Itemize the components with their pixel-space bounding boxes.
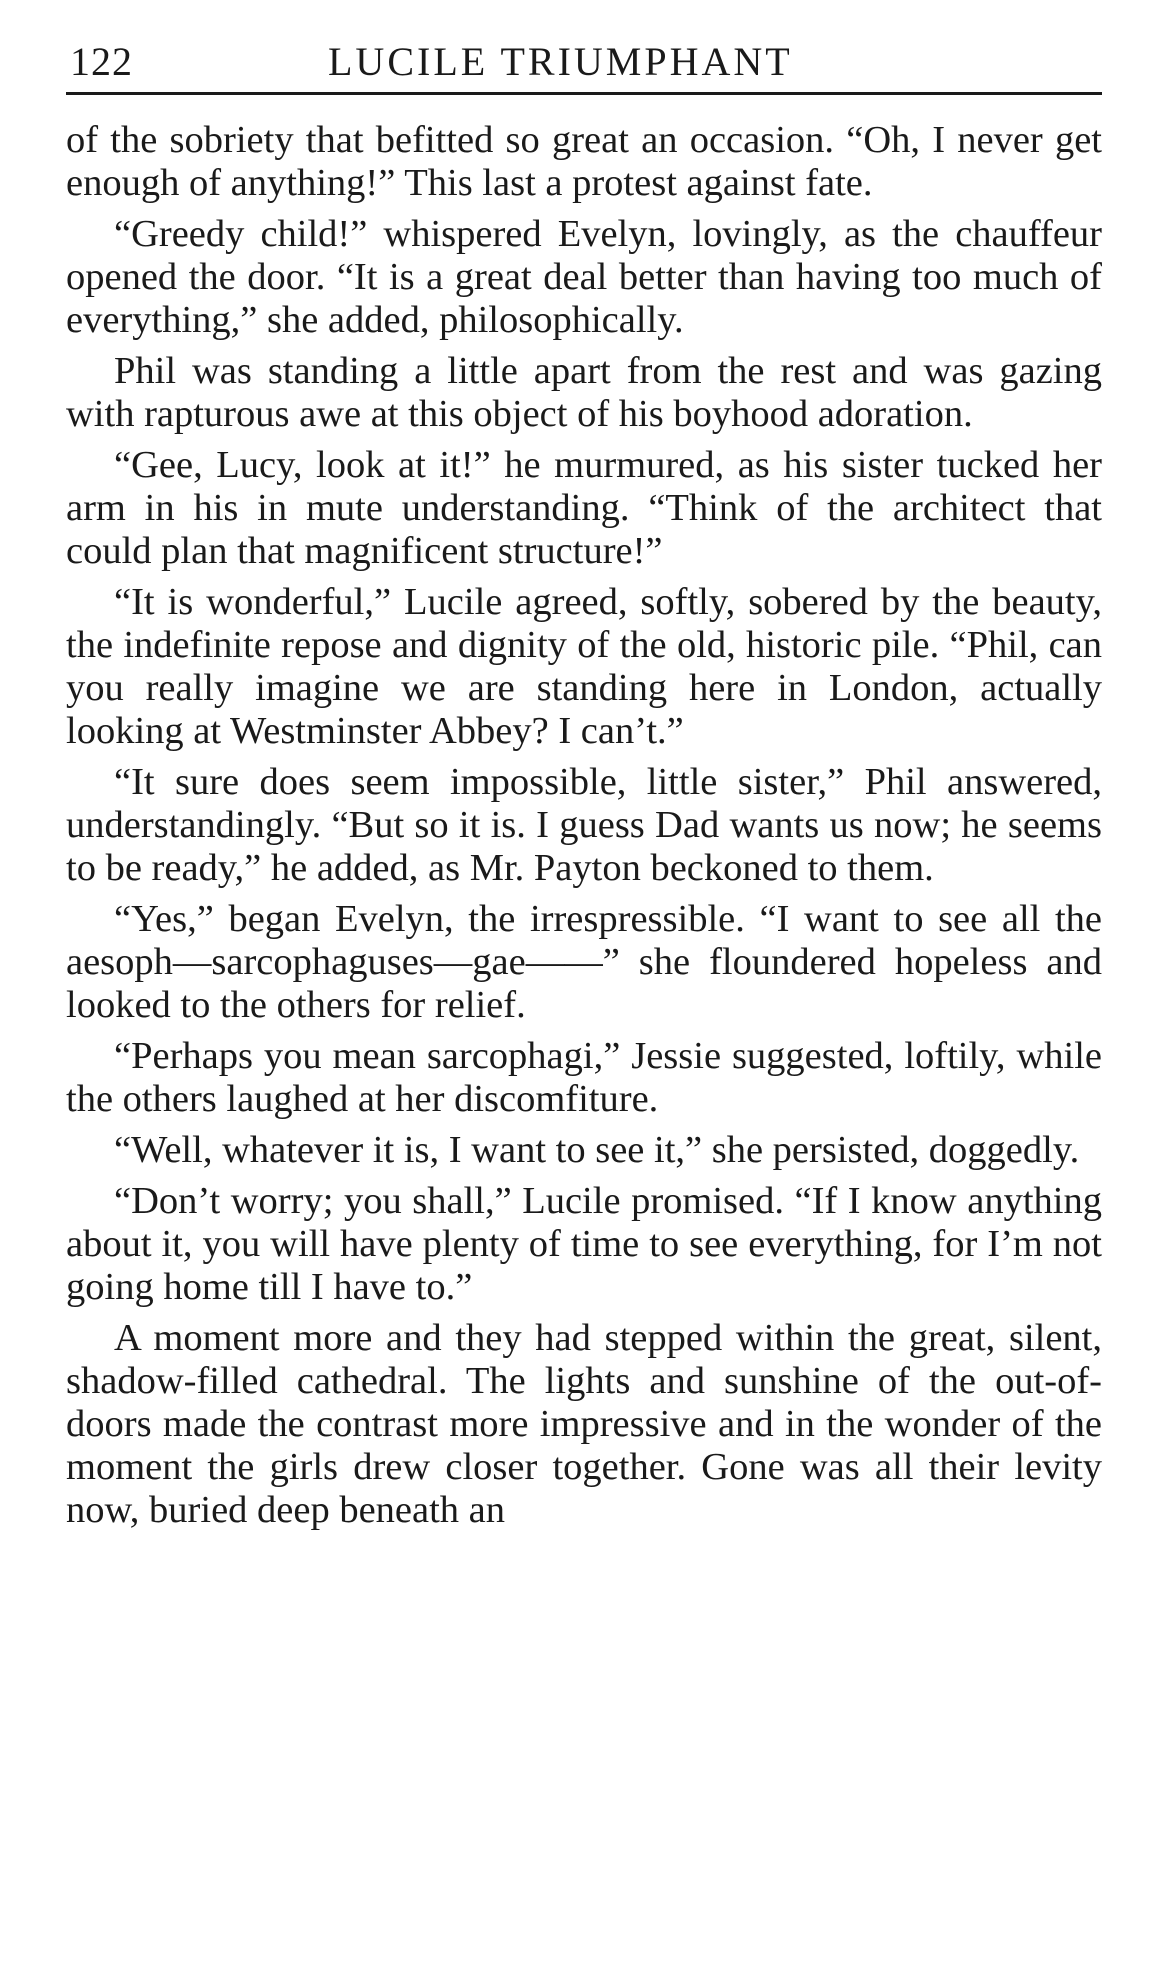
paragraph: A moment more and they had stepped within the great, silent, shadow-filled cathedral. The lights and sunshine of the out-of-doors made the contrast more impressive and in the wonder of the moment the girls drew closer together. Gone was all their levity now, buried deep beneath an [66,1317,1102,1531]
paragraph: “Gee, Lucy, look at it!” he murmured, as his sister tucked her arm in his in mute understanding. “Think of the architect that could plan that magnificent structure!” [66,444,1102,572]
paragraph: of the sobriety that befitted so great an occasion. “Oh, I never get enough of anything!” This last a protest against fate. [66,119,1102,204]
paragraph: Phil was standing a little apart from the rest and was gazing with rapturous awe at this object of his boyhood adoration. [66,350,1102,435]
book-title: LUCILE TRIUMPHANT [328,39,793,84]
running-head [66,34,1102,95]
page-number: 122 [70,39,133,84]
paragraph: “It is wonderful,” Lucile agreed, softly, sobered by the beauty, the indefinite repose and dignity of the old, historic pile. “Phil, can you really imagine we are standing here in London, actually looking at Westminster Abbey? I can’t.” [66,581,1102,752]
paragraph: “Perhaps you mean sarcophagi,” Jessie suggested, loftily, while the others laughed at her discomfiture. [66,1035,1102,1120]
paragraph: “Well, whatever it is, I want to see it,” she persisted, doggedly. [114,1129,1080,1171]
body-text [66,119,1102,1532]
paragraph: “Greedy child!” whispered Evelyn, lovingly, as the chauffeur opened the door. “It is a great deal better than having too much of everything,” she added, philosophically. [66,213,1102,341]
paragraph: “It sure does seem impossible, little sister,” Phil answered, understandingly. “But so it is. I guess Dad wants us now; he seems to be ready,” he added, as Mr. Payton beckoned to them. [66,761,1102,889]
book-page [66,34,1102,1540]
paragraph: “Yes,” began Evelyn, the irrespressible. “I want to see all the aesoph—sarcophaguses—gae——” she floundered hopeless and looked to the others for relief. [66,898,1102,1026]
paragraph: “Don’t worry; you shall,” Lucile promised. “If I know anything about it, you will have plenty of time to see everything, for I’m not going home till I have to.” [66,1180,1102,1308]
